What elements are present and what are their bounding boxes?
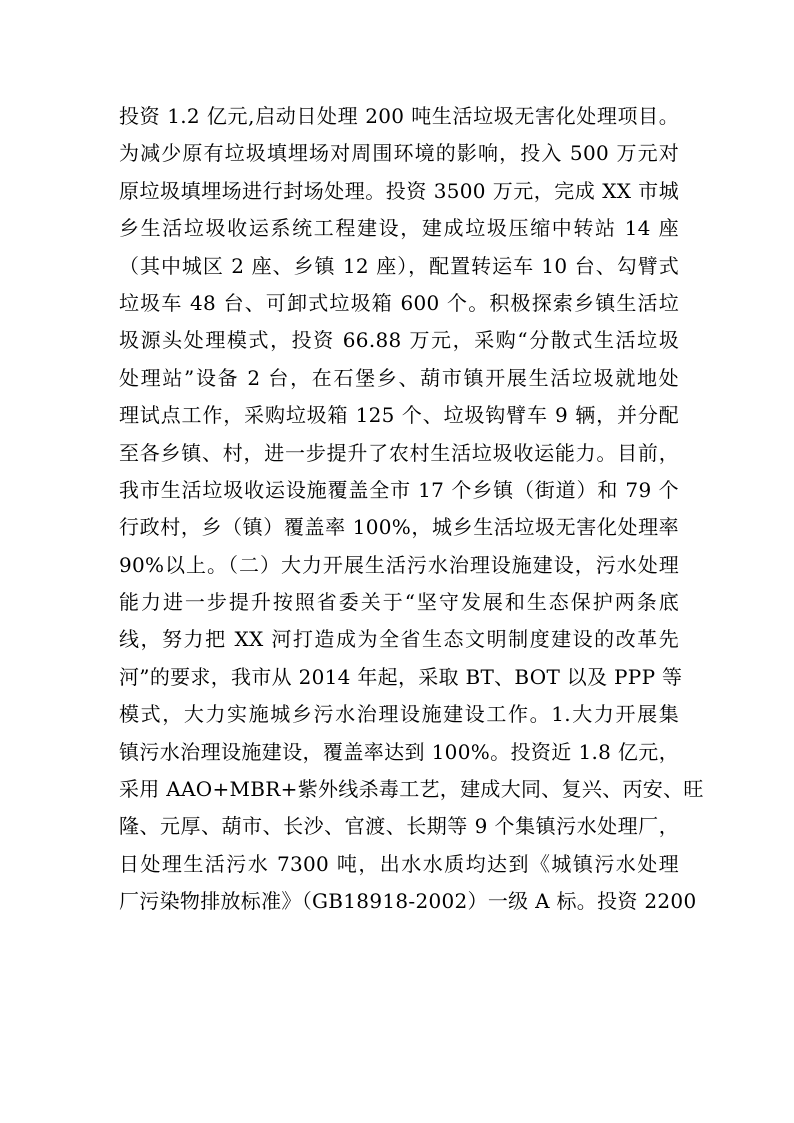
- text-line: 乡生活垃圾收运系统工程建设，建成垃圾压缩中转站 14 座: [119, 216, 679, 241]
- text-line: 为减少原有垃圾填埋场对周围环境的影响，投入 500 万元对: [119, 141, 679, 166]
- text-line: 采用 AAO+MBR+紫外线杀毒工艺，建成大同、复兴、丙安、旺: [119, 777, 704, 802]
- text-line: 我市生活垃圾收运设施覆盖全市 17 个乡镇（街道）和 79 个: [119, 477, 679, 502]
- text-line: 投资 1.2 亿元,启动日处理 200 吨生活垃圾无害化处理项目。: [119, 104, 679, 128]
- text-line: 至各乡镇、村，进一步提升了农村生活垃圾收运能力。目前，: [119, 440, 679, 465]
- text-line: 河”的要求，我市从 2014 年起，采取 BT、BOT 以及 PPP 等: [119, 664, 683, 689]
- text-line: 处理站”设备 2 台，在石堡乡、葫市镇开展生活垃圾就地处: [119, 365, 679, 390]
- text-line: 线，努力把 XX 河打造成为全省生态文明制度建设的改革先: [119, 627, 679, 652]
- text-line: 垃圾车 48 台、可卸式垃圾箱 600 个。积极探索乡镇生活垃: [119, 290, 679, 315]
- text-line: 原垃圾填埋场进行封场处理。投资 3500 万元，完成 XX 市城: [119, 178, 679, 203]
- text-line: 行政村，乡（镇）覆盖率 100%，城乡生活垃圾无害化处理率: [119, 515, 679, 540]
- text-line: （其中城区 2 座、乡镇 12 座），配置转运车 10 台、勾臂式: [119, 253, 679, 278]
- body-text: [119, 98, 704, 921]
- text-line: 镇污水治理设施建设，覆盖率达到 100%。投资近 1.8 亿元，: [119, 739, 679, 764]
- text-line: 能力进一步提升按照省委关于“坚守发展和生态保护两条底: [119, 590, 679, 615]
- text-line: 隆、元厚、葫市、长沙、官渡、长期等 9 个集镇污水处理厂，: [119, 814, 679, 839]
- text-line: 理试点工作，采购垃圾箱 125 个、垃圾钩臂车 9 辆，并分配: [119, 403, 679, 428]
- text-line: 90%以上。（二）大力开展生活污水治理设施建设，污水处理: [119, 552, 679, 577]
- text-line: 厂污染物排放标准》（GB18918-2002）一级 A 标。投资 2200: [119, 889, 697, 914]
- text-line: 日处理生活污水 7300 吨，出水水质均达到《城镇污水处理: [119, 851, 679, 876]
- text-line: 模式，大力实施城乡污水治理设施建设工作。1.大力开展集: [119, 702, 679, 727]
- text-line: 圾源头处理模式，投资 66.88 万元，采购“分散式生活垃圾: [119, 328, 679, 353]
